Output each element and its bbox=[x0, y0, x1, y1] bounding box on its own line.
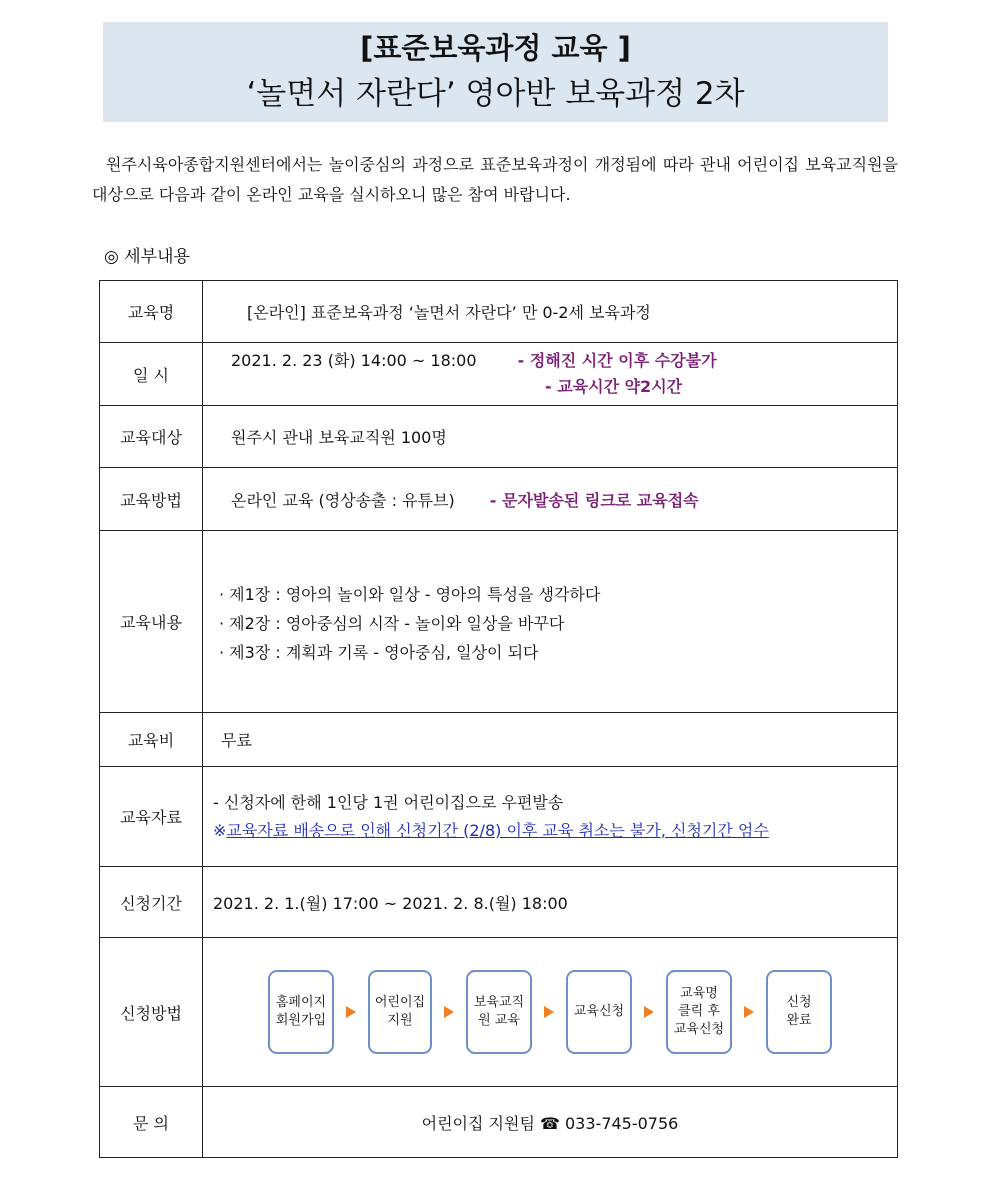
arrow-right-icon bbox=[644, 1006, 654, 1018]
step-staff-education bbox=[466, 970, 532, 1054]
label-apply: 신청방법 bbox=[100, 938, 203, 1087]
value-apply bbox=[203, 938, 898, 1087]
step-3-line-1: 보육교직 bbox=[473, 995, 525, 1010]
value-date bbox=[203, 343, 898, 406]
step-2-line-1: 어린이집 bbox=[374, 995, 426, 1010]
row-fee bbox=[100, 713, 898, 767]
label-date: 일 시 bbox=[100, 343, 203, 406]
date-note-1: - 정해진 시간 이후 수강불가 bbox=[517, 351, 717, 370]
education-name-text: [온라인] 표준보육과정 ‘놀면서 자란다’ 만 0-2세 보육과정 bbox=[247, 303, 651, 322]
material-line-2 bbox=[213, 817, 897, 845]
value-method bbox=[203, 468, 898, 531]
row-apply bbox=[100, 938, 898, 1087]
step-5-line-2: 클릭 후 bbox=[678, 1004, 720, 1019]
method-text: 온라인 교육 (영상송출 : 유튜브) bbox=[231, 490, 455, 510]
row-material bbox=[100, 767, 898, 867]
arrow-right-icon bbox=[744, 1006, 754, 1018]
row-method bbox=[100, 468, 898, 531]
row-content bbox=[100, 531, 898, 713]
apply-flow bbox=[203, 970, 897, 1054]
row-contact bbox=[100, 1087, 898, 1158]
section-title: ◎ 세부내용 bbox=[104, 247, 190, 267]
content-item-3: · 제3장 : 계획과 기록 - 영아중심, 일상이 되다 bbox=[219, 643, 539, 662]
row-education-name bbox=[100, 281, 898, 343]
step-click-course bbox=[666, 970, 732, 1054]
target-text: 원주시 관내 보육교직원 100명 bbox=[231, 428, 447, 447]
row-target bbox=[100, 406, 898, 468]
value-content bbox=[203, 531, 898, 713]
method-note: - 문자발송된 링크로 교육접속 bbox=[489, 490, 699, 510]
date-note-2: - 교육시간 약2시간 bbox=[545, 377, 683, 396]
step-5-line-1: 교육명 bbox=[680, 986, 718, 1001]
label-contact: 문 의 bbox=[100, 1087, 203, 1158]
value-period: 2021. 2. 1.(월) 17:00 ~ 2021. 2. 8.(월) 18:00 bbox=[203, 867, 898, 938]
step-signup bbox=[268, 970, 334, 1054]
label-target: 교육대상 bbox=[100, 406, 203, 468]
sub-title: ‘놀면서 자란다’ 영아반 보육과정 2차 bbox=[246, 76, 745, 112]
content-item-2: · 제2장 : 영아중심의 시작 - 놀이와 일상을 바꾸다 bbox=[219, 614, 565, 633]
title-banner bbox=[103, 22, 888, 122]
step-6-line-1: 신청 bbox=[786, 995, 812, 1010]
label-period: 신청기간 bbox=[100, 867, 203, 938]
value-material bbox=[203, 767, 898, 867]
step-2-line-2: 지원 bbox=[387, 1013, 413, 1028]
value-target bbox=[203, 406, 898, 468]
value-education-name bbox=[203, 281, 898, 343]
details-table bbox=[99, 280, 898, 1158]
value-contact: 어린이집 지원팀 ☎ 033-745-0756 bbox=[203, 1087, 898, 1158]
row-period bbox=[100, 867, 898, 938]
value-fee: 무료 bbox=[203, 713, 898, 767]
content-item-1: · 제1장 : 영아의 놀이와 일상 - 영아의 특성을 생각하다 bbox=[219, 585, 601, 604]
material-line-1: - 신청자에 한해 1인당 1권 어린이집으로 우편발송 bbox=[213, 792, 564, 812]
arrow-right-icon bbox=[346, 1006, 356, 1018]
label-material: 교육자료 bbox=[100, 767, 203, 867]
label-education-name: 교육명 bbox=[100, 281, 203, 343]
step-1-line-2: 회원가입 bbox=[275, 1013, 327, 1028]
arrow-right-icon bbox=[544, 1006, 554, 1018]
step-complete bbox=[766, 970, 832, 1054]
row-date bbox=[100, 343, 898, 406]
notice-mark: ※ bbox=[213, 820, 227, 840]
step-6-line-2: 완료 bbox=[786, 1013, 812, 1028]
label-method: 교육방법 bbox=[100, 468, 203, 531]
step-education-apply bbox=[566, 970, 632, 1054]
main-title: [표준보육과정 교육 ] bbox=[360, 31, 631, 65]
material-notice-link[interactable]: 교육자료 배송으로 인해 신청기간 (2/8) 이후 교육 취소는 불가, 신청기간 엄수 bbox=[226, 820, 769, 840]
label-fee: 교육비 bbox=[100, 713, 203, 767]
date-text: 2021. 2. 23 (화) 14:00 ~ 18:00 bbox=[231, 351, 477, 370]
step-1-line-1: 홈페이지 bbox=[275, 995, 327, 1010]
step-daycare-support bbox=[368, 970, 432, 1054]
step-3-line-2: 원 교육 bbox=[478, 1013, 520, 1028]
step-4-line-1: 교육신청 bbox=[573, 1004, 625, 1019]
label-content: 교육내용 bbox=[100, 531, 203, 713]
arrow-right-icon bbox=[444, 1006, 454, 1018]
step-5-line-3: 교육신청 bbox=[673, 1022, 725, 1037]
intro-paragraph: 원주시육아종합지원센터에서는 놀이중심의 과정으로 표준보육과정이 개정됨에 따라 관내 어린이집 보육교직원을 대상으로 다음과 같이 온라인 교육을 실시하오니 많은 참여 바랍니다. bbox=[92, 155, 898, 204]
